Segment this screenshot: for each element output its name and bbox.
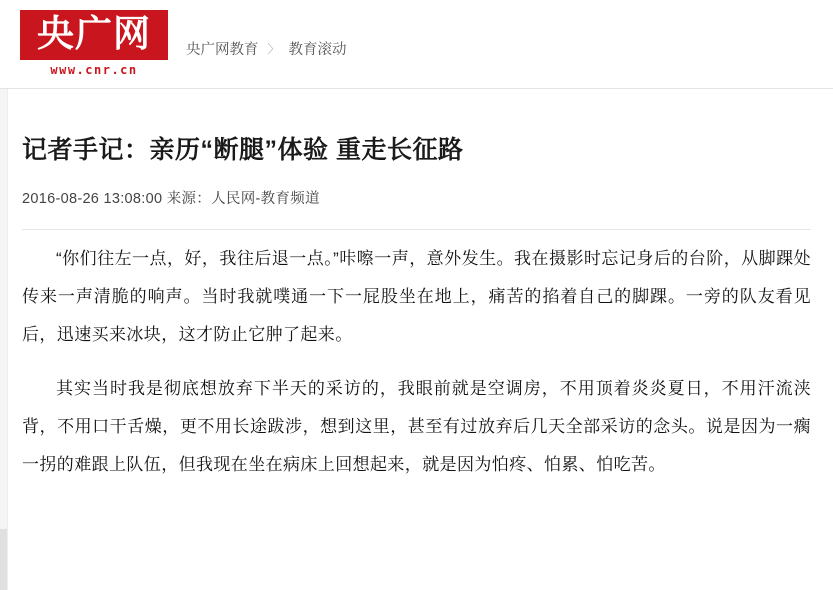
article-paragraph: 其实当时我是彻底想放弃下半天的采访的，我眼前就是空调房，不用顶着炎炎夏日，不用汗流浃背，不用口干舌燥，更不用长途跋涉，想到这里，甚至有过放弃后几天全部采访的念头。说是因为一瘸一拐的难跟上队伍，但我现在坐在病床上回想起来，就是因为怕疼、怕累、怕吃苦。 — [22, 379, 811, 474]
breadcrumb-item-channel[interactable]: 央广网教育 — [186, 42, 259, 58]
chevron-right-icon: 〉 — [267, 42, 280, 56]
article-meta — [22, 187, 811, 208]
site-logo-text: 央广网 — [20, 10, 168, 60]
page-scrollbar-thumb[interactable] — [0, 529, 7, 590]
meta-divider — [22, 229, 811, 230]
breadcrumb — [186, 38, 347, 59]
site-header — [0, 0, 833, 89]
article-date: 2016-08-26 13:08:00 — [22, 191, 163, 207]
article-paragraph: “你们往左一点，好，我往后退一点。”咔嚓一声，意外发生。我在摄影时忘记身后的台阶，从脚踝处传来一声清脆的响声。当时我就噗通一下一屁股坐在地上，痛苦的掐着自己的脚踝。一旁的队友看见后，迅速买来冰块，这才防止它肿了起来。 — [22, 249, 811, 344]
article-source-label: 来源： — [166, 191, 212, 207]
site-logo-url: www.cnr.cn — [50, 63, 138, 77]
breadcrumb-item-category[interactable]: 教育滚动 — [288, 42, 347, 58]
article-source-name: 人民网-教育频道 — [211, 191, 320, 207]
article-container — [0, 133, 833, 484]
article-body — [22, 240, 811, 484]
page-title: 记者手记：亲历“断腿”体验 重走长征路 — [22, 136, 464, 164]
site-logo[interactable] — [20, 10, 168, 77]
